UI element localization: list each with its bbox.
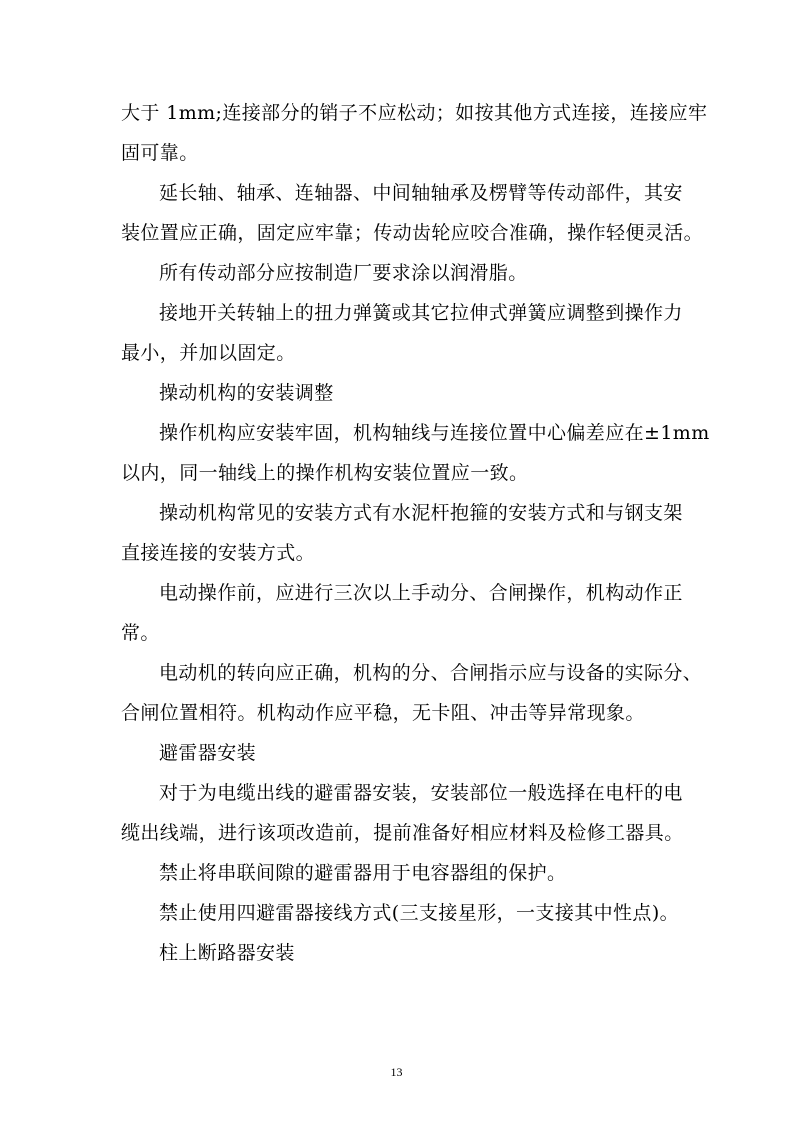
text-line: 禁止将串联间隙的避雷器用于电容器组的保护。 xyxy=(159,862,567,884)
text-line: 合闸位置相符。机构动作应平稳，无卡阻、冲击等异常现象。 xyxy=(121,702,645,724)
text-line: 固可靠。 xyxy=(121,142,199,164)
text-line: 电动机的转向应正确，机构的分、合闸指示应与设备的实际分、 xyxy=(159,662,703,684)
text-line: 缆出线端，进行该项改造前，提前准备好相应材料及检修工器具。 xyxy=(121,822,684,844)
text-line: 操动机构的安装调整 xyxy=(159,382,334,404)
text-line: 操作机构应安装牢固，机构轴线与连接位置中心偏差应在±1mm xyxy=(159,422,710,444)
text-line: 装位置应正确，固定应牢靠；传动齿轮应咬合准确，操作轻便灵活。 xyxy=(121,222,704,244)
page-number: 13 xyxy=(390,1065,403,1079)
text-line: 大于 1mm;连接部分的销子不应松动；如按其他方式连接，连接应牢 xyxy=(121,102,708,124)
text-line: 接地开关转轴上的扭力弹簧或其它拉伸式弹簧应调整到操作力 xyxy=(159,302,683,324)
text-line: 电动操作前，应进行三次以上手动分、合闸操作，机构动作正 xyxy=(159,582,683,604)
text-line: 所有传动部分应按制造厂要求涂以润滑脂。 xyxy=(159,262,528,284)
text-line: 常。 xyxy=(121,622,160,644)
text-line: 延长轴、轴承、连轴器、中间轴轴承及楞臂等传动部件，其安 xyxy=(159,182,683,204)
text-line: 以内，同一轴线上的操作机构安装位置应一致。 xyxy=(121,462,529,484)
text-line: 柱上断路器安装 xyxy=(159,942,295,964)
text-line: 操动机构常见的安装方式有水泥杆抱箍的安装方式和与钢支架 xyxy=(159,502,683,524)
text-line: 最小，并加以固定。 xyxy=(121,342,296,364)
text-line: 直接连接的安装方式。 xyxy=(121,542,316,564)
text-line: 对于为电缆出线的避雷器安装，安装部位一般选择在电杆的电 xyxy=(159,782,683,804)
text-line: 禁止使用四避雷器接线方式(三支接星形，一支接其中性点)。 xyxy=(159,902,680,924)
text-line: 避雷器安装 xyxy=(159,742,257,764)
body-text xyxy=(121,93,710,973)
